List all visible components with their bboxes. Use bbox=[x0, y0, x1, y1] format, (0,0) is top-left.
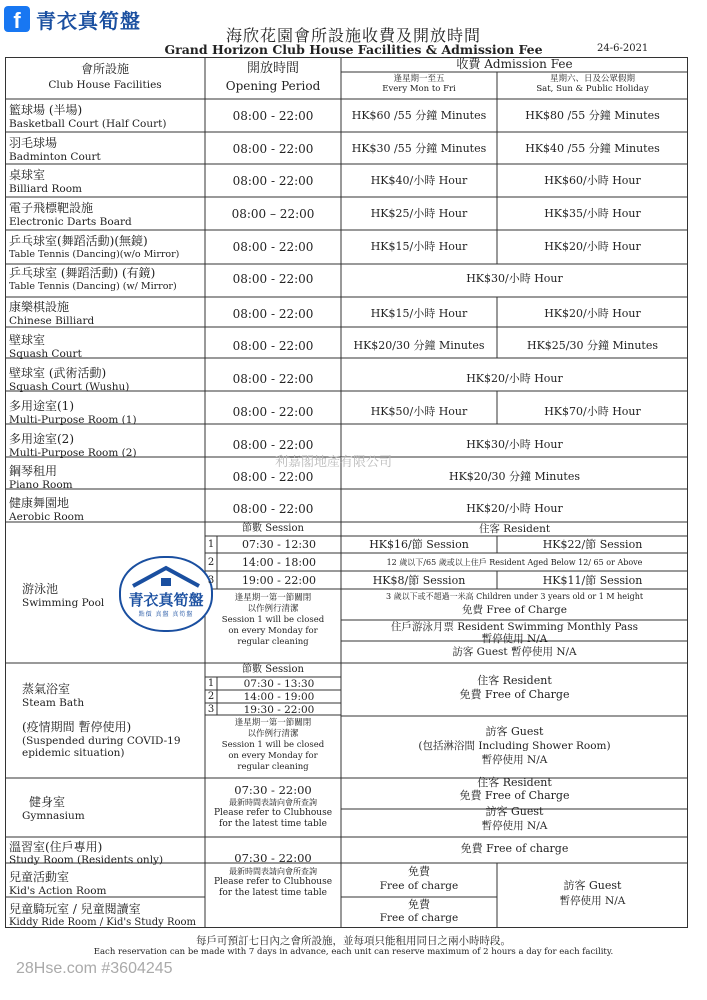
facility-name-en: Squash Court (Wushu) bbox=[9, 381, 130, 393]
pool-session-header: 節數 Session bbox=[242, 523, 304, 534]
col-weekday-zh: 逢星期一至五 bbox=[393, 74, 445, 84]
steam-name-en: Steam Bath bbox=[22, 697, 85, 709]
pool-age-note: 12 歲以下/65 歲或以上住戶 Resident Aged Below 12/ 65 or Above bbox=[386, 558, 643, 567]
weekday-fee: HK$30 /55 分鐘 Minutes bbox=[351, 142, 487, 155]
agency-watermark: 利嘉閣地產有限公司 bbox=[275, 455, 393, 470]
opening-period: 08:00 - 22:00 bbox=[232, 174, 314, 188]
facility-name-en: Chinese Billiard bbox=[9, 315, 95, 327]
pool-monthly-na: 暫停使用 N/A bbox=[481, 633, 548, 645]
weekday-fee: HK$60 /55 分鐘 Minutes bbox=[351, 109, 487, 122]
closure-note: 逢星期一第一節關閉 bbox=[234, 718, 312, 728]
flat-fee: HK$30/小時 Hour bbox=[466, 272, 563, 285]
weekend-fee: HK$20/小時 Hour bbox=[544, 240, 641, 253]
gym-resident-fee: 免費 Free of Charge bbox=[459, 789, 570, 802]
flat-fee: HK$20/小時 Hour bbox=[466, 502, 563, 515]
steam-session-header: 節數 Session bbox=[242, 664, 304, 675]
pool-child-weekend-fee: HK$11/節 Session bbox=[542, 574, 643, 587]
weekend-fee: HK$25/30 分鐘 Minutes bbox=[526, 339, 659, 352]
opening-period: 08:00 - 22:00 bbox=[232, 372, 314, 386]
steam-suspend-en: epidemic situation) bbox=[22, 747, 125, 759]
facility-name-zh: 鋼琴租用 bbox=[9, 464, 58, 478]
opening-period: 08:00 - 22:00 bbox=[232, 307, 314, 321]
session-number: 1 bbox=[207, 539, 215, 550]
facility-name-en: Badminton Court bbox=[9, 151, 101, 163]
facility-name-zh: 多用途室(1) bbox=[9, 399, 74, 413]
facility-name-en: Piano Room bbox=[9, 479, 73, 491]
facility-name-en: Table Tennis (Dancing) (w/ Mirror) bbox=[9, 281, 177, 292]
facility-name-en: Electronic Darts Board bbox=[9, 216, 132, 228]
facility-name-en: Multi-Purpose Room (2) bbox=[9, 447, 137, 459]
kids-ride-en: Kiddy Ride Room / Kid's Study Room bbox=[9, 917, 197, 928]
steam-resident-fee: 免費 Free of Charge bbox=[459, 688, 570, 701]
pool-guest: 訪客 Guest 暫停使用 N/A bbox=[452, 646, 577, 658]
opening-period: 08:00 - 22:00 bbox=[232, 470, 314, 484]
facility-name-en: Basketball Court (Half Court) bbox=[9, 118, 167, 130]
session-time: 07:30 - 12:30 bbox=[241, 538, 317, 551]
closure-note: 逢星期一第一節關閉 bbox=[234, 593, 312, 603]
opening-period: 08:00 - 22:00 bbox=[232, 438, 314, 452]
steam-guest-na: 暫停使用 N/A bbox=[481, 754, 548, 766]
facility-name-en: Squash Court bbox=[9, 348, 82, 360]
pool-infant-note: 3 歲以下或不超過一米高 Children under 3 years old or 1 M height bbox=[385, 592, 644, 601]
closure-note: Session 1 will be closed bbox=[221, 740, 325, 750]
pool-name-zh: 游泳池 bbox=[22, 582, 59, 596]
kids-note-zh: 最新時間表請向會所查詢 bbox=[229, 867, 317, 876]
kids-action-free-zh: 免費 bbox=[408, 865, 430, 878]
gym-note-en: Please refer to Clubhouse bbox=[213, 808, 333, 818]
session-time: 19:00 - 22:00 bbox=[241, 574, 317, 587]
facility-name-zh: 桌球室 bbox=[9, 168, 46, 182]
closure-note: 以作例行清潔 bbox=[247, 604, 299, 614]
kids-note-en: Please refer to Clubhouse bbox=[213, 877, 333, 887]
col-fee-title: 收費 Admission Fee bbox=[456, 57, 573, 71]
facility-name-zh: 電子飛標靶設施 bbox=[9, 201, 94, 215]
footer-note-zh: 每戶可預訂七日內之會所設施，並每項只能租用同日之兩小時時段。 bbox=[196, 935, 511, 947]
page-title-en: Grand Horizon Club House Facilities & Admission Fee bbox=[164, 42, 543, 57]
weekend-fee: HK$60/小時 Hour bbox=[544, 174, 641, 187]
opening-period: 08:00 - 22:00 bbox=[232, 109, 314, 123]
col-weekday-en: Every Mon to Fri bbox=[382, 84, 456, 94]
closure-note: Session 1 will be closed bbox=[221, 615, 325, 625]
facility-name-en: Table Tennis (Dancing)(w/o Mirror) bbox=[9, 249, 180, 260]
closure-note: on every Monday for bbox=[228, 751, 318, 761]
gym-note-zh: 最新時間表請向會所查詢 bbox=[229, 798, 317, 807]
gym-resident: 住客 Resident bbox=[477, 776, 552, 789]
pool-adult-weekday-fee: HK$16/節 Session bbox=[369, 538, 469, 551]
facility-name-zh: 康樂棋設施 bbox=[9, 300, 70, 314]
opening-period: 08:00 - 22:00 bbox=[232, 272, 314, 286]
session-time: 19:30 - 22:00 bbox=[243, 704, 315, 716]
document-date: 24-6-2021 bbox=[597, 43, 649, 54]
page-title-zh: 海欣花園會所設施收費及開放時間 bbox=[225, 26, 481, 45]
opening-period: 08:00 - 22:00 bbox=[232, 142, 314, 156]
kids-action-en: Kid's Action Room bbox=[9, 885, 107, 897]
col-period-zh: 開放時間 bbox=[246, 61, 299, 76]
col-period-en: Opening Period bbox=[225, 79, 321, 93]
steam-resident: 住客 Resident bbox=[477, 674, 552, 687]
facility-name-zh: 籃球場 (半場) bbox=[9, 103, 83, 117]
weekend-fee: HK$40 /55 分鐘 Minutes bbox=[525, 142, 660, 155]
kids-period: 07:30 - 22:00 bbox=[234, 851, 312, 865]
weekday-fee: HK$25/小時 Hour bbox=[370, 207, 468, 220]
facility-name-en: Aerobic Room bbox=[9, 511, 84, 523]
session-time: 07:30 - 13:30 bbox=[243, 678, 315, 690]
kids-ride-zh: 兒童騎玩室 / 兒童閱讀室 bbox=[9, 902, 141, 916]
seal-name: 青衣真筍盤 bbox=[128, 591, 204, 609]
steam-suspend-zh: (疫情期間 暫停使用) bbox=[22, 720, 132, 734]
col-weekend-zh: 星期六、日及公眾假期 bbox=[549, 74, 635, 84]
col-facilities-en: Club House Facilities bbox=[48, 79, 162, 91]
weekday-fee: HK$15/小時 Hour bbox=[370, 307, 468, 320]
footer-note-en: Each reservation can be made with 7 days in advance, each unit can reserve maximum of 2 hours a day for each facility. bbox=[93, 947, 614, 957]
session-number: 3 bbox=[207, 704, 215, 715]
facility-name-zh: 健康舞園地 bbox=[9, 496, 70, 510]
weekday-fee: HK$15/小時 Hour bbox=[370, 240, 468, 253]
session-number: 3 bbox=[207, 575, 215, 586]
steam-guest-note: (包括淋浴間 Including Shower Room) bbox=[418, 740, 611, 752]
session-number: 1 bbox=[207, 678, 215, 689]
weekend-fee: HK$80 /55 分鐘 Minutes bbox=[525, 109, 660, 122]
weekday-fee: HK$40/小時 Hour bbox=[370, 174, 468, 187]
pool-adult-weekend-fee: HK$22/節 Session bbox=[542, 538, 643, 551]
gym-guest: 訪客 Guest bbox=[485, 805, 544, 818]
kids-note-en: for the latest time table bbox=[219, 888, 327, 898]
opening-period: 08:00 - 22:00 bbox=[232, 502, 314, 516]
pool-child-weekday-fee: HK$8/節 Session bbox=[372, 574, 466, 587]
gym-guest-na: 暫停使用 N/A bbox=[481, 820, 548, 832]
weekend-fee: HK$70/小時 Hour bbox=[544, 405, 641, 418]
col-weekend-en: Sat, Sun & Public Holiday bbox=[536, 84, 649, 94]
pool-name-en: Swimming Pool bbox=[22, 597, 105, 609]
gym-name-zh: 健身室 bbox=[29, 795, 66, 809]
study-name-zh: 溫習室(住戶專用) bbox=[9, 840, 103, 854]
study-fee: 免費 Free of charge bbox=[460, 842, 569, 855]
kids-action-zh: 兒童活動室 bbox=[9, 870, 70, 884]
opening-period: 08:00 – 22:00 bbox=[231, 207, 315, 221]
session-time: 14:00 - 18:00 bbox=[241, 556, 317, 569]
kids-guest-na: 暫停使用 N/A bbox=[559, 895, 626, 907]
weekend-fee: HK$35/小時 Hour bbox=[544, 207, 641, 220]
seal-subtitle: 點價 真盤 真筍盤 bbox=[138, 611, 194, 618]
facility-name-en: Multi-Purpose Room (1) bbox=[9, 414, 137, 426]
kids-ride-free-en: Free of charge bbox=[379, 912, 459, 924]
session-time: 14:00 - 19:00 bbox=[243, 691, 315, 703]
brand-name: 青衣真筍盤 bbox=[36, 8, 141, 33]
facebook-icon: f bbox=[4, 6, 30, 32]
flat-fee: HK$30/小時 Hour bbox=[466, 438, 563, 451]
weekday-fee: HK$20/30 分鐘 Minutes bbox=[353, 339, 485, 352]
closure-note: 以作例行清潔 bbox=[247, 729, 299, 739]
gym-period: 07:30 - 22:00 bbox=[234, 783, 312, 797]
facility-name-zh: 多用途室(2) bbox=[9, 432, 74, 446]
facility-name-zh: 羽毛球場 bbox=[9, 136, 58, 150]
flat-fee: HK$20/小時 Hour bbox=[466, 372, 563, 385]
facility-name-zh: 乒乓球室(舞蹈活動)(無鏡) bbox=[9, 234, 148, 248]
pool-monthly-pass: 住戶游泳月票 Resident Swimming Monthly Pass bbox=[390, 621, 639, 633]
session-number: 2 bbox=[207, 557, 215, 568]
house-roof-icon bbox=[129, 564, 203, 588]
closure-note: regular cleaning bbox=[237, 762, 309, 772]
site-watermark: 28Hse.com #3604245 bbox=[16, 960, 173, 977]
opening-period: 08:00 - 22:00 bbox=[232, 339, 314, 353]
weekday-fee: HK$50/小時 Hour bbox=[370, 405, 468, 418]
gym-name-en: Gymnasium bbox=[22, 810, 85, 822]
weekend-fee: HK$20/小時 Hour bbox=[544, 307, 641, 320]
flat-fee: HK$20/30 分鐘 Minutes bbox=[448, 470, 581, 483]
facility-name-zh: 乒乓球室 (舞蹈活動) (有鏡) bbox=[9, 266, 156, 280]
col-facilities-zh: 會所設施 bbox=[80, 62, 129, 76]
agency-seal bbox=[119, 556, 213, 632]
steam-guest: 訪客 Guest bbox=[485, 725, 544, 738]
steam-suspend-en: (Suspended during COVID-19 bbox=[22, 735, 181, 747]
opening-period: 08:00 - 22:00 bbox=[232, 405, 314, 419]
opening-period: 08:00 - 22:00 bbox=[232, 240, 314, 254]
facility-name-zh: 壁球室 (武術活動) bbox=[9, 366, 107, 380]
closure-note: on every Monday for bbox=[228, 626, 318, 636]
facility-name-en: Billiard Room bbox=[9, 183, 82, 195]
kids-guest: 訪客 Guest bbox=[563, 879, 622, 892]
kids-ride-free-zh: 免費 bbox=[408, 898, 430, 911]
closure-note: regular cleaning bbox=[237, 637, 309, 647]
steam-name-zh: 蒸氣浴室 bbox=[22, 682, 71, 696]
facility-name-zh: 壁球室 bbox=[9, 333, 46, 347]
pool-resident-header: 住客 Resident bbox=[478, 523, 551, 535]
study-name-en: Study Room (Residents only) bbox=[9, 854, 164, 866]
kids-action-free-en: Free of charge bbox=[379, 880, 459, 892]
gym-note-en: for the latest time table bbox=[219, 819, 327, 829]
session-number: 2 bbox=[207, 691, 215, 702]
pool-infant-fee: 免費 Free of Charge bbox=[462, 604, 567, 616]
